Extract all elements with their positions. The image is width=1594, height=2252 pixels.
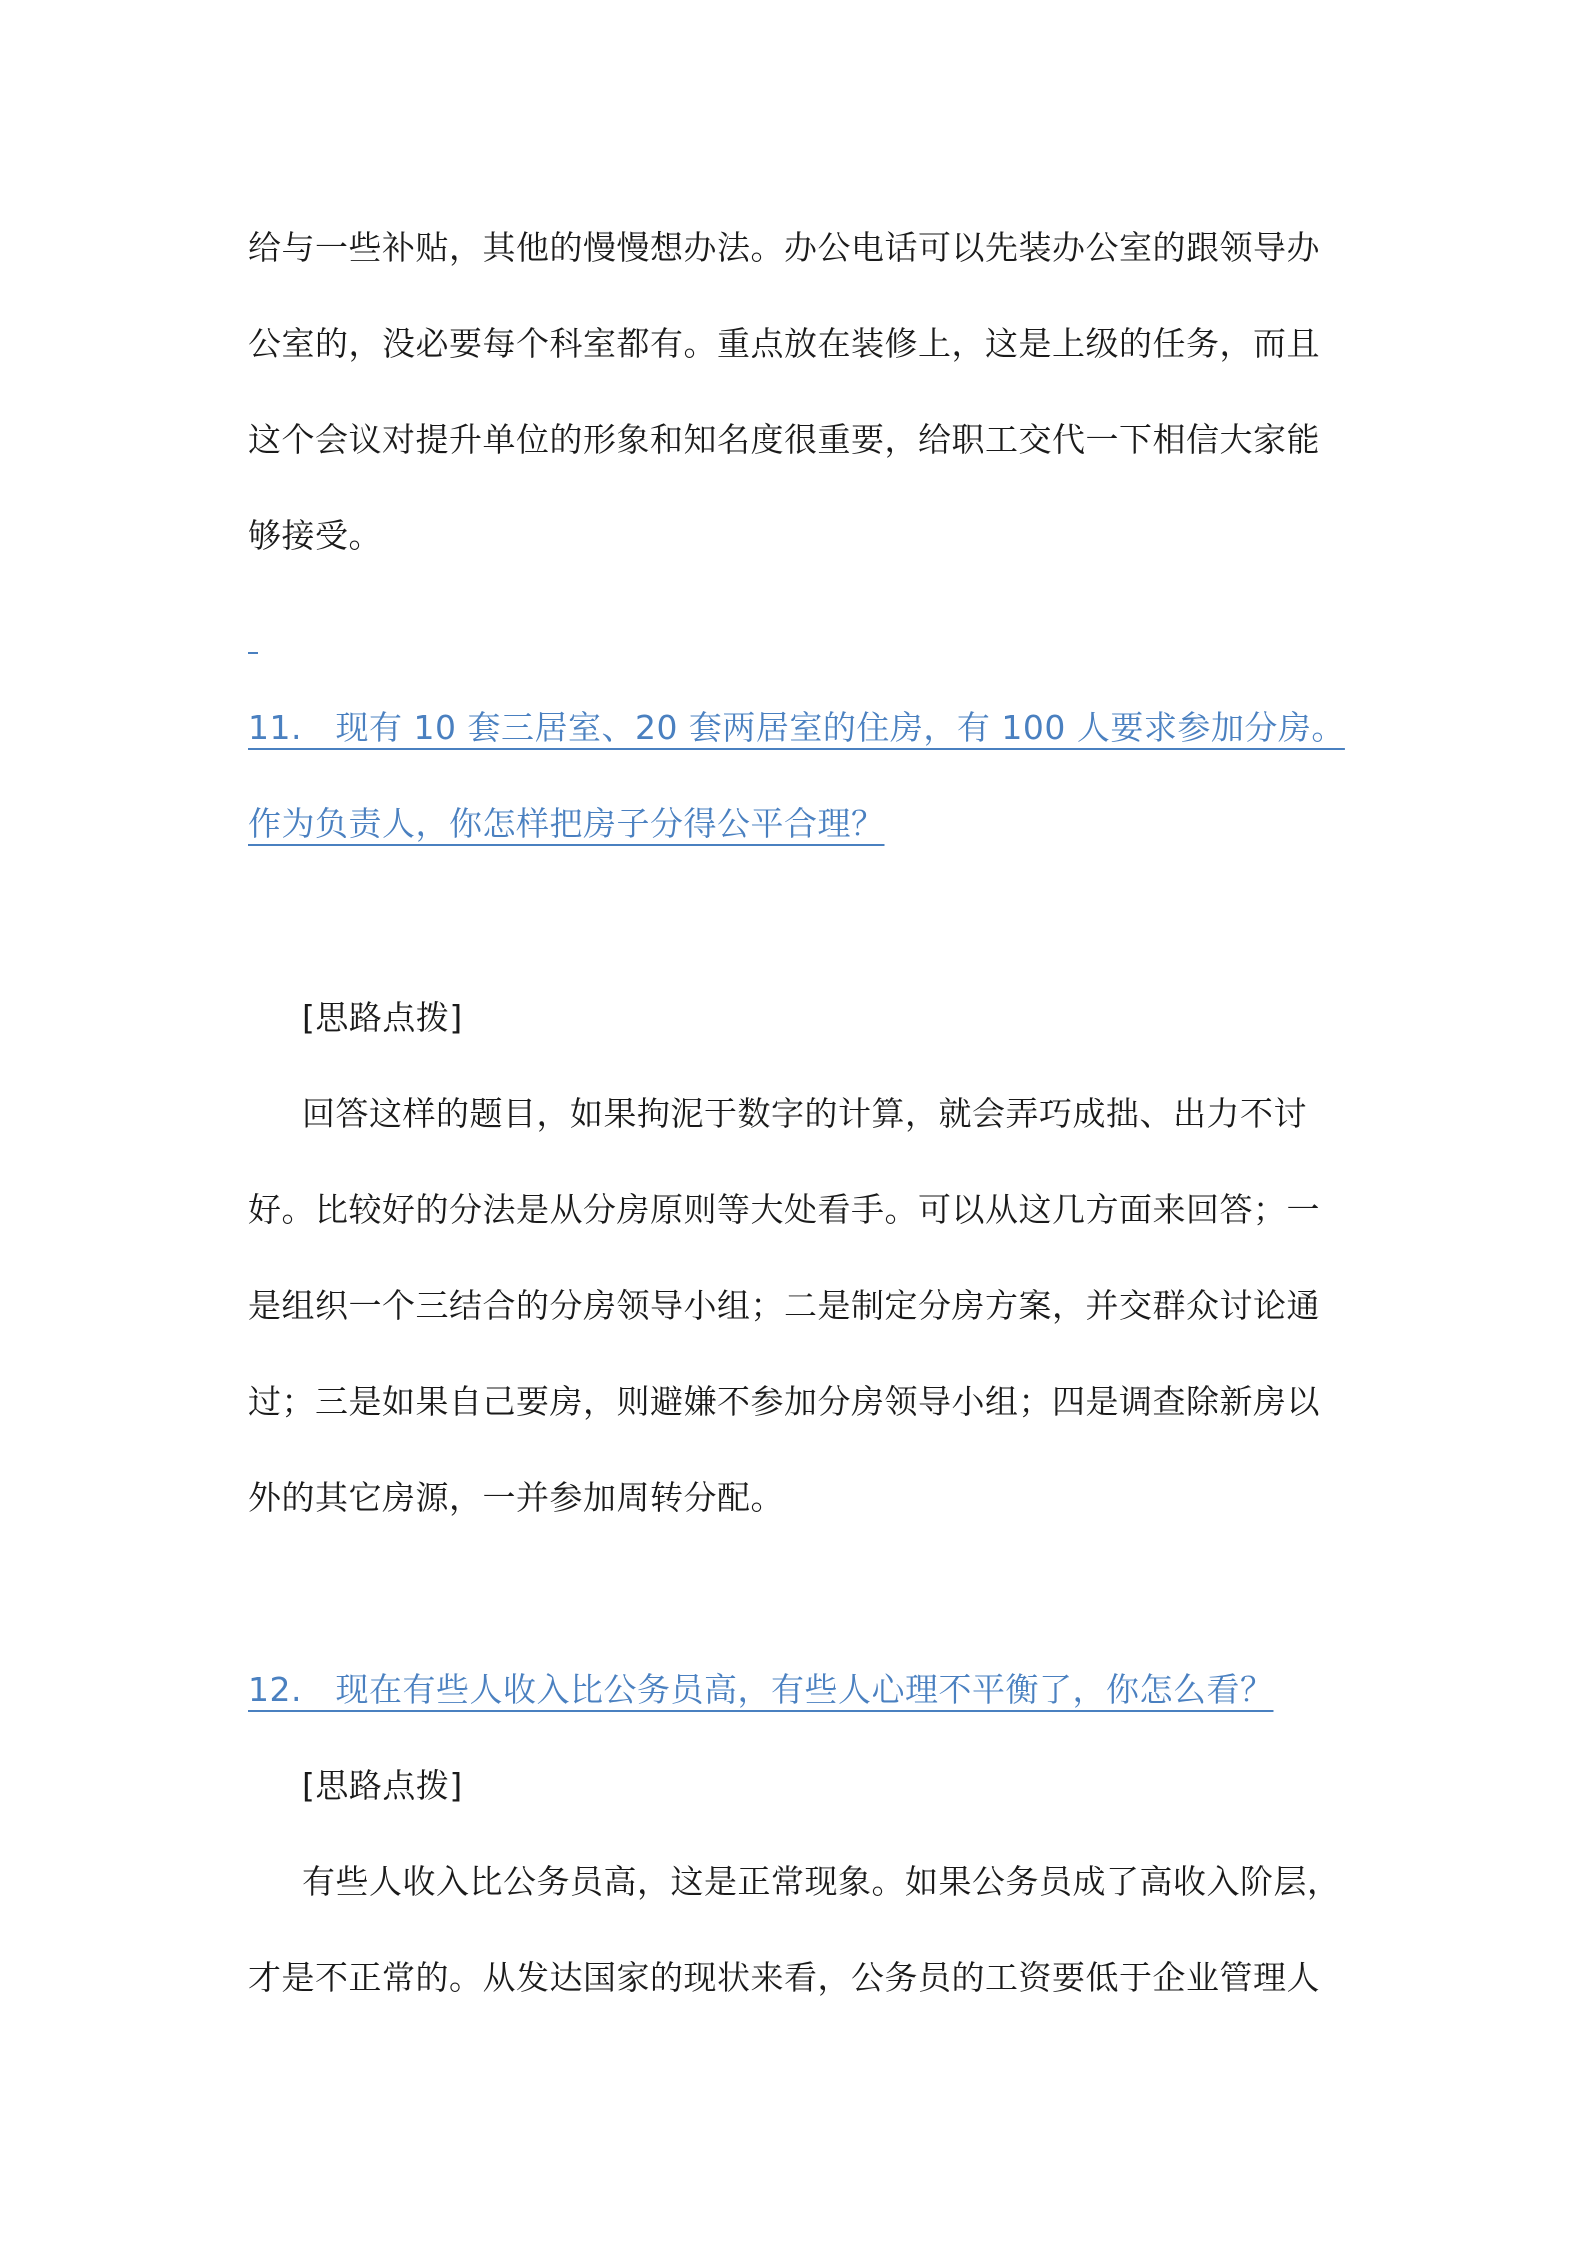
answer-line: 有些人收入比公务员高，这是正常现象。如果公务员成了高收入阶层， [302, 1862, 1341, 1901]
paragraph-line: 够接受。 [248, 516, 382, 555]
hint-label: [思路点拨] [302, 998, 463, 1037]
question-11-heading-cont[interactable]: 作为负责人，你怎样把房子分得公平合理？ [248, 804, 885, 843]
stray-link-mark [248, 652, 258, 654]
paragraph-line: 给与一些补贴，其他的慢慢想办法。办公电话可以先装办公室的跟领导办 [248, 228, 1320, 267]
question-11-heading[interactable]: 11. 现有 10 套三居室、20 套两居室的住房，有 100 人要求参加分房。 [248, 708, 1345, 747]
answer-line: 回答这样的题目，如果拘泥于数字的计算，就会弄巧成拙、出力不讨 [302, 1094, 1307, 1133]
answer-line: 好。比较好的分法是从分房原则等大处看手。可以从这几方面来回答；一 [248, 1190, 1320, 1229]
answer-line: 是组织一个三结合的分房领导小组；二是制定分房方案，并交群众讨论通 [248, 1286, 1320, 1325]
answer-line: 外的其它房源，一并参加周转分配。 [248, 1478, 784, 1517]
paragraph-line: 公室的，没必要每个科室都有。重点放在装修上，这是上级的任务，而且 [248, 324, 1320, 363]
answer-line: 才是不正常的。从发达国家的现状来看，公务员的工资要低于企业管理人 [248, 1958, 1320, 1997]
hint-label: [思路点拨] [302, 1766, 463, 1805]
answer-line: 过；三是如果自己要房，则避嫌不参加分房领导小组；四是调查除新房以 [248, 1382, 1320, 1421]
paragraph-line: 这个会议对提升单位的形象和知名度很重要，给职工交代一下相信大家能 [248, 420, 1320, 459]
question-12-heading[interactable]: 12. 现在有些人收入比公务员高，有些人心理不平衡了，你怎么看？ [248, 1670, 1274, 1709]
